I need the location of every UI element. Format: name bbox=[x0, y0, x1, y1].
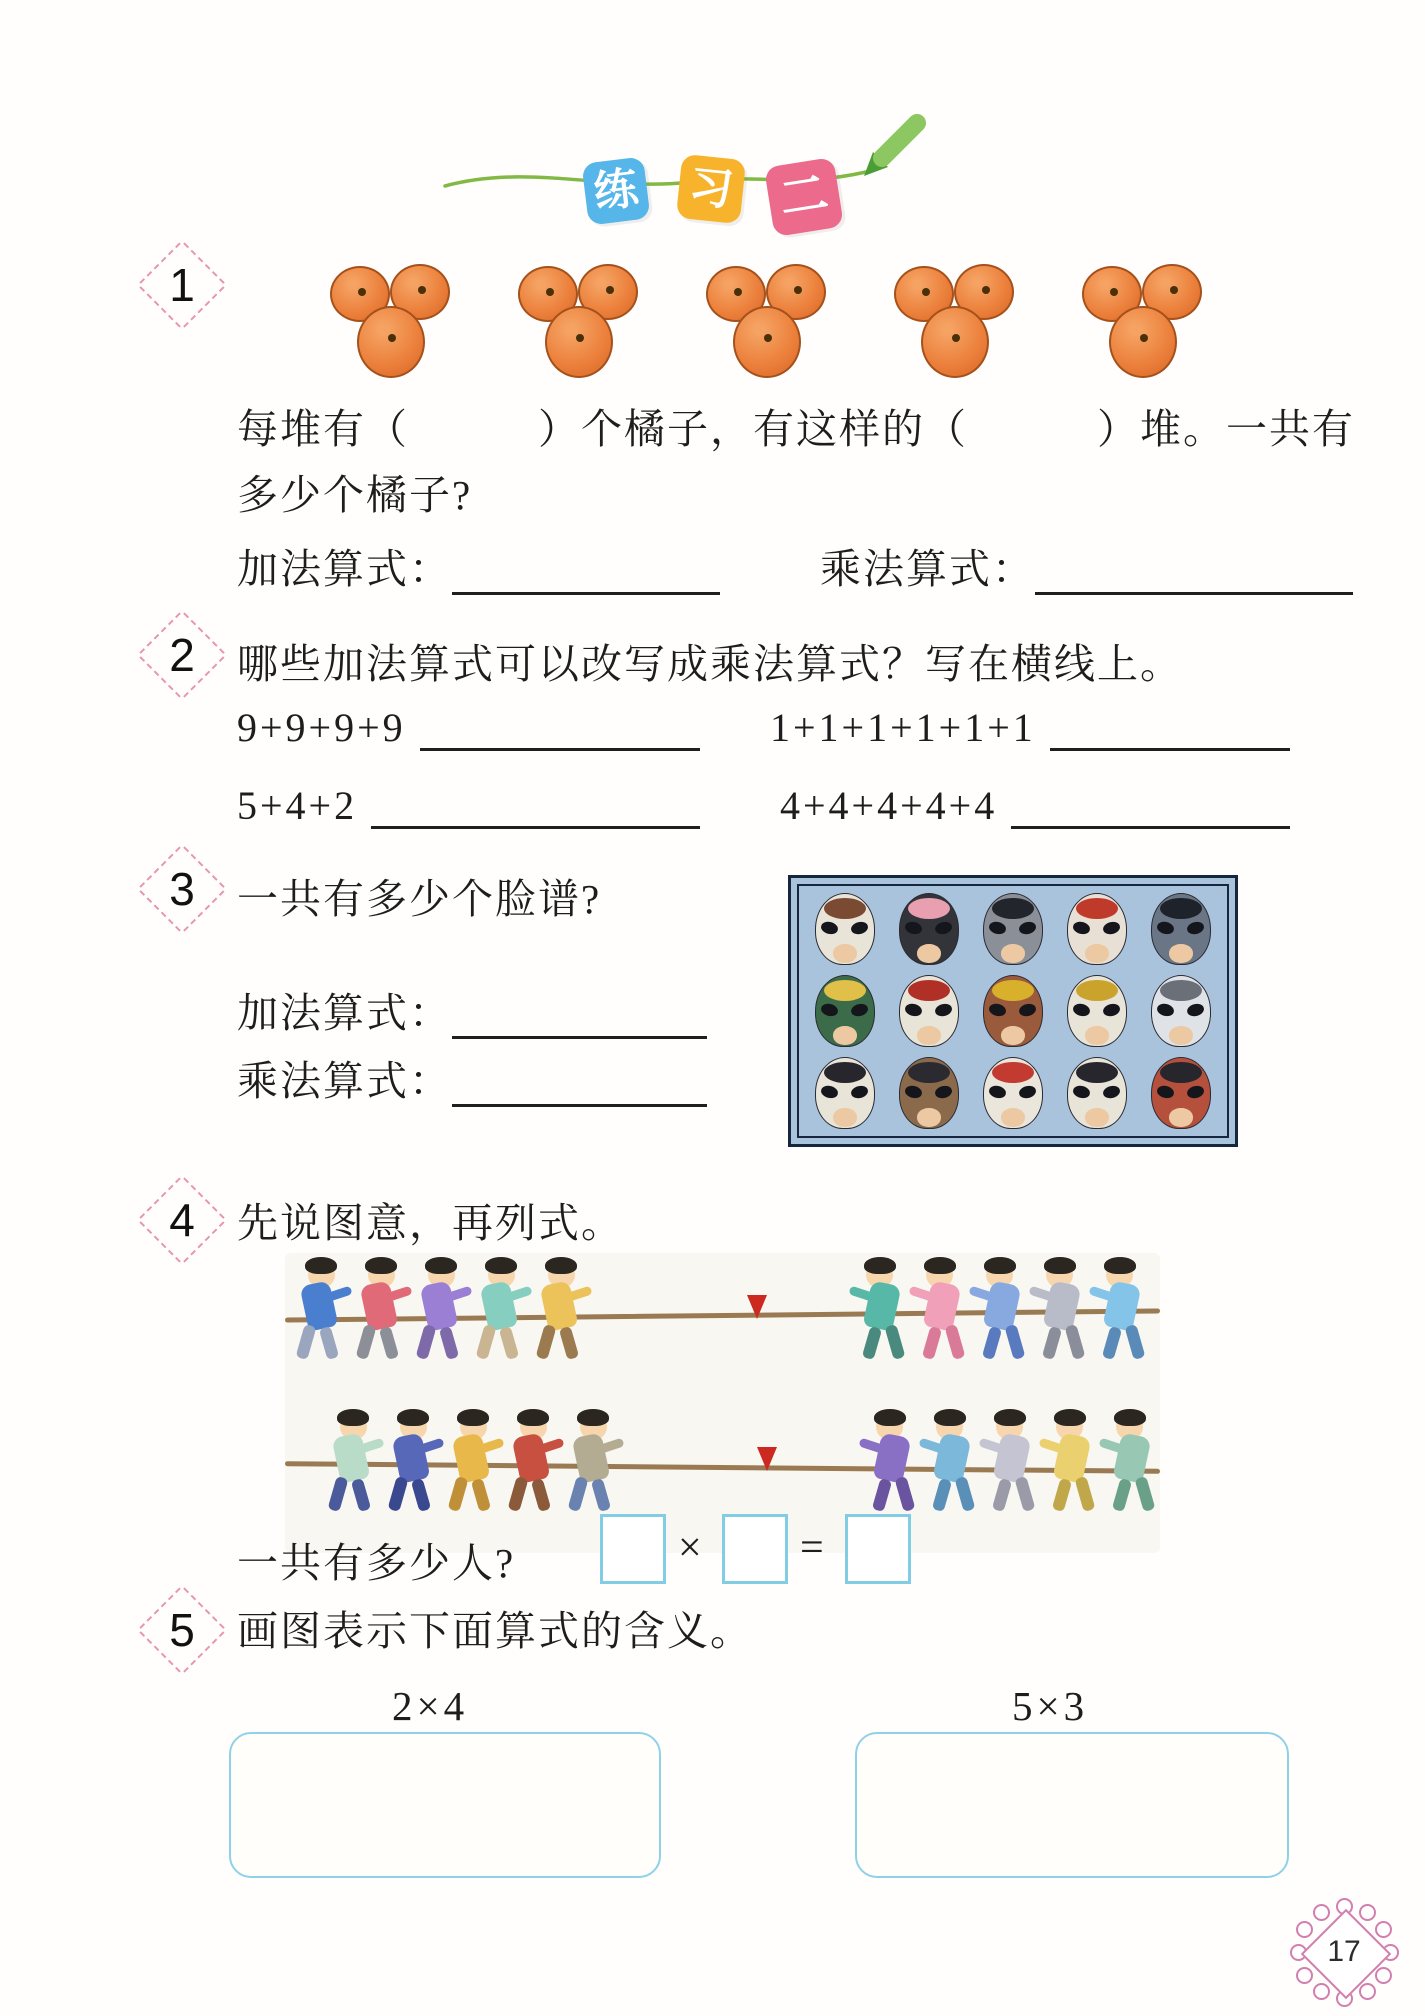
orange-group bbox=[330, 256, 452, 406]
p1-multiplication-row bbox=[820, 536, 1353, 595]
expression-blank[interactable] bbox=[420, 700, 700, 751]
kid-figure bbox=[850, 1257, 908, 1369]
expression-5x3: 5×3 bbox=[1012, 1683, 1089, 1729]
kid-figure bbox=[533, 1257, 591, 1369]
tug-of-war-image bbox=[285, 1253, 1160, 1553]
problem-2-badge bbox=[137, 610, 227, 700]
factor-box-2[interactable] bbox=[722, 1514, 788, 1584]
kid-figure bbox=[325, 1409, 383, 1521]
orange-icon bbox=[1109, 306, 1177, 378]
kid-figure bbox=[1040, 1409, 1098, 1521]
opera-mask-icon bbox=[1067, 1057, 1127, 1129]
orange-group bbox=[1082, 256, 1204, 406]
expression-blank[interactable] bbox=[1050, 700, 1290, 751]
title-badge-lian bbox=[581, 156, 650, 225]
drawing-box-left[interactable] bbox=[229, 1732, 661, 1878]
expression-blank[interactable] bbox=[1011, 778, 1290, 829]
problem-number: 4 bbox=[169, 1194, 195, 1246]
orange-group bbox=[894, 256, 1016, 406]
multiplication-blank[interactable] bbox=[452, 1056, 707, 1107]
kid-figure bbox=[473, 1257, 531, 1369]
opera-mask-icon bbox=[899, 893, 959, 965]
expression-text: 9+9+9+9 bbox=[237, 705, 406, 750]
p3-multiplication-row bbox=[237, 1048, 707, 1107]
opera-mask-icon bbox=[1151, 975, 1211, 1047]
p2-expression-slot bbox=[780, 778, 1290, 829]
problem-4-badge bbox=[137, 1175, 227, 1265]
kid-figure bbox=[980, 1409, 1038, 1521]
multiplication-label: 乘法算式： bbox=[820, 546, 1035, 592]
problem-1-badge bbox=[137, 240, 227, 330]
expression-blank[interactable] bbox=[371, 778, 700, 829]
kid-figure bbox=[385, 1409, 443, 1521]
kid-figure bbox=[910, 1257, 968, 1369]
title-char: 练 bbox=[591, 163, 641, 218]
opera-mask-icon bbox=[983, 975, 1043, 1047]
opera-mask-icon bbox=[815, 1057, 875, 1129]
p1-addition-row bbox=[237, 536, 720, 595]
p4-question: 一共有多少人? bbox=[237, 1540, 516, 1586]
p2-expression-slot bbox=[237, 700, 700, 751]
mask-grid bbox=[803, 888, 1223, 1134]
addition-label: 加法算式： bbox=[237, 990, 452, 1036]
times-sign: × bbox=[678, 1525, 702, 1571]
p1-line1: 每堆有（ ）个橘子，有这样的（ ）堆。一共有 bbox=[237, 406, 1355, 452]
p4-instruction: 先说图意，再列式。 bbox=[237, 1200, 624, 1246]
team-row1-left bbox=[293, 1257, 591, 1369]
kid-figure bbox=[293, 1257, 351, 1369]
orange-icon bbox=[921, 306, 989, 378]
red-flag-icon bbox=[747, 1295, 767, 1319]
kid-figure bbox=[413, 1257, 471, 1369]
problem-number: 3 bbox=[169, 863, 195, 915]
orange-icon bbox=[357, 306, 425, 378]
expression-text: 4+4+4+4+4 bbox=[780, 783, 998, 828]
p3-question: 一共有多少个脸谱? bbox=[237, 876, 602, 922]
opera-mask-icon bbox=[815, 975, 875, 1047]
page-number-ornament bbox=[1282, 1890, 1406, 2014]
kid-figure bbox=[353, 1257, 411, 1369]
product-box[interactable] bbox=[845, 1514, 911, 1584]
opera-mask-icon bbox=[899, 1057, 959, 1129]
team-row1-right bbox=[850, 1257, 1148, 1369]
page-number: 17 bbox=[1327, 1935, 1361, 1968]
orange-icon bbox=[733, 306, 801, 378]
kid-figure bbox=[1030, 1257, 1088, 1369]
title-char: 二 bbox=[776, 166, 832, 227]
kid-figure bbox=[565, 1409, 623, 1521]
title-badge-er bbox=[764, 157, 844, 237]
kid-figure bbox=[860, 1409, 918, 1521]
multiplication-blank[interactable] bbox=[1035, 544, 1353, 595]
title-char: 习 bbox=[686, 161, 736, 216]
opera-mask-icon bbox=[1151, 1057, 1211, 1129]
expression-2x4: 2×4 bbox=[392, 1683, 469, 1729]
p2-expression-slot bbox=[770, 700, 1290, 751]
opera-mask-icon bbox=[899, 975, 959, 1047]
equals-sign: = bbox=[800, 1525, 824, 1571]
team-row2-right bbox=[860, 1409, 1158, 1521]
p1-line2: 多少个橘子? bbox=[237, 472, 473, 518]
kid-figure bbox=[1090, 1257, 1148, 1369]
multiplication-label: 乘法算式： bbox=[237, 1058, 452, 1104]
opera-mask-icon bbox=[815, 893, 875, 965]
orange-group bbox=[706, 256, 828, 406]
addition-blank[interactable] bbox=[452, 544, 720, 595]
problem-number: 1 bbox=[169, 259, 195, 311]
addition-blank[interactable] bbox=[452, 988, 707, 1039]
title-badge-xi bbox=[676, 154, 746, 224]
addition-label: 加法算式： bbox=[237, 546, 452, 592]
problem-number: 5 bbox=[169, 1604, 195, 1656]
kid-figure bbox=[920, 1409, 978, 1521]
factor-box-1[interactable] bbox=[600, 1514, 666, 1584]
orange-group bbox=[518, 256, 640, 406]
drawing-box-right[interactable] bbox=[855, 1732, 1289, 1878]
opera-mask-icon bbox=[1151, 893, 1211, 965]
kid-figure bbox=[445, 1409, 503, 1521]
opera-mask-icon bbox=[1067, 975, 1127, 1047]
pencil-icon bbox=[882, 123, 917, 158]
p2-instruction: 哪些加法算式可以改写成乘法算式？写在横线上。 bbox=[237, 641, 1183, 687]
opera-mask-icon bbox=[1067, 893, 1127, 965]
problem-3-badge bbox=[137, 844, 227, 934]
opera-masks-image bbox=[788, 875, 1238, 1147]
red-flag-icon bbox=[757, 1447, 777, 1471]
team-row2-left bbox=[325, 1409, 623, 1521]
p3-addition-row bbox=[237, 980, 707, 1039]
kid-figure bbox=[970, 1257, 1028, 1369]
expression-text: 5+4+2 bbox=[237, 783, 358, 828]
problem-number: 2 bbox=[169, 629, 195, 681]
p5-instruction: 画图表示下面算式的含义。 bbox=[237, 1608, 753, 1654]
orange-groups-image bbox=[330, 256, 1295, 406]
problem-5-badge bbox=[137, 1585, 227, 1675]
expression-text: 1+1+1+1+1+1 bbox=[770, 705, 1036, 750]
opera-mask-icon bbox=[983, 1057, 1043, 1129]
p2-expression-slot bbox=[237, 778, 700, 829]
kid-figure bbox=[1100, 1409, 1158, 1521]
kid-figure bbox=[505, 1409, 563, 1521]
orange-icon bbox=[545, 306, 613, 378]
opera-mask-icon bbox=[983, 893, 1043, 965]
